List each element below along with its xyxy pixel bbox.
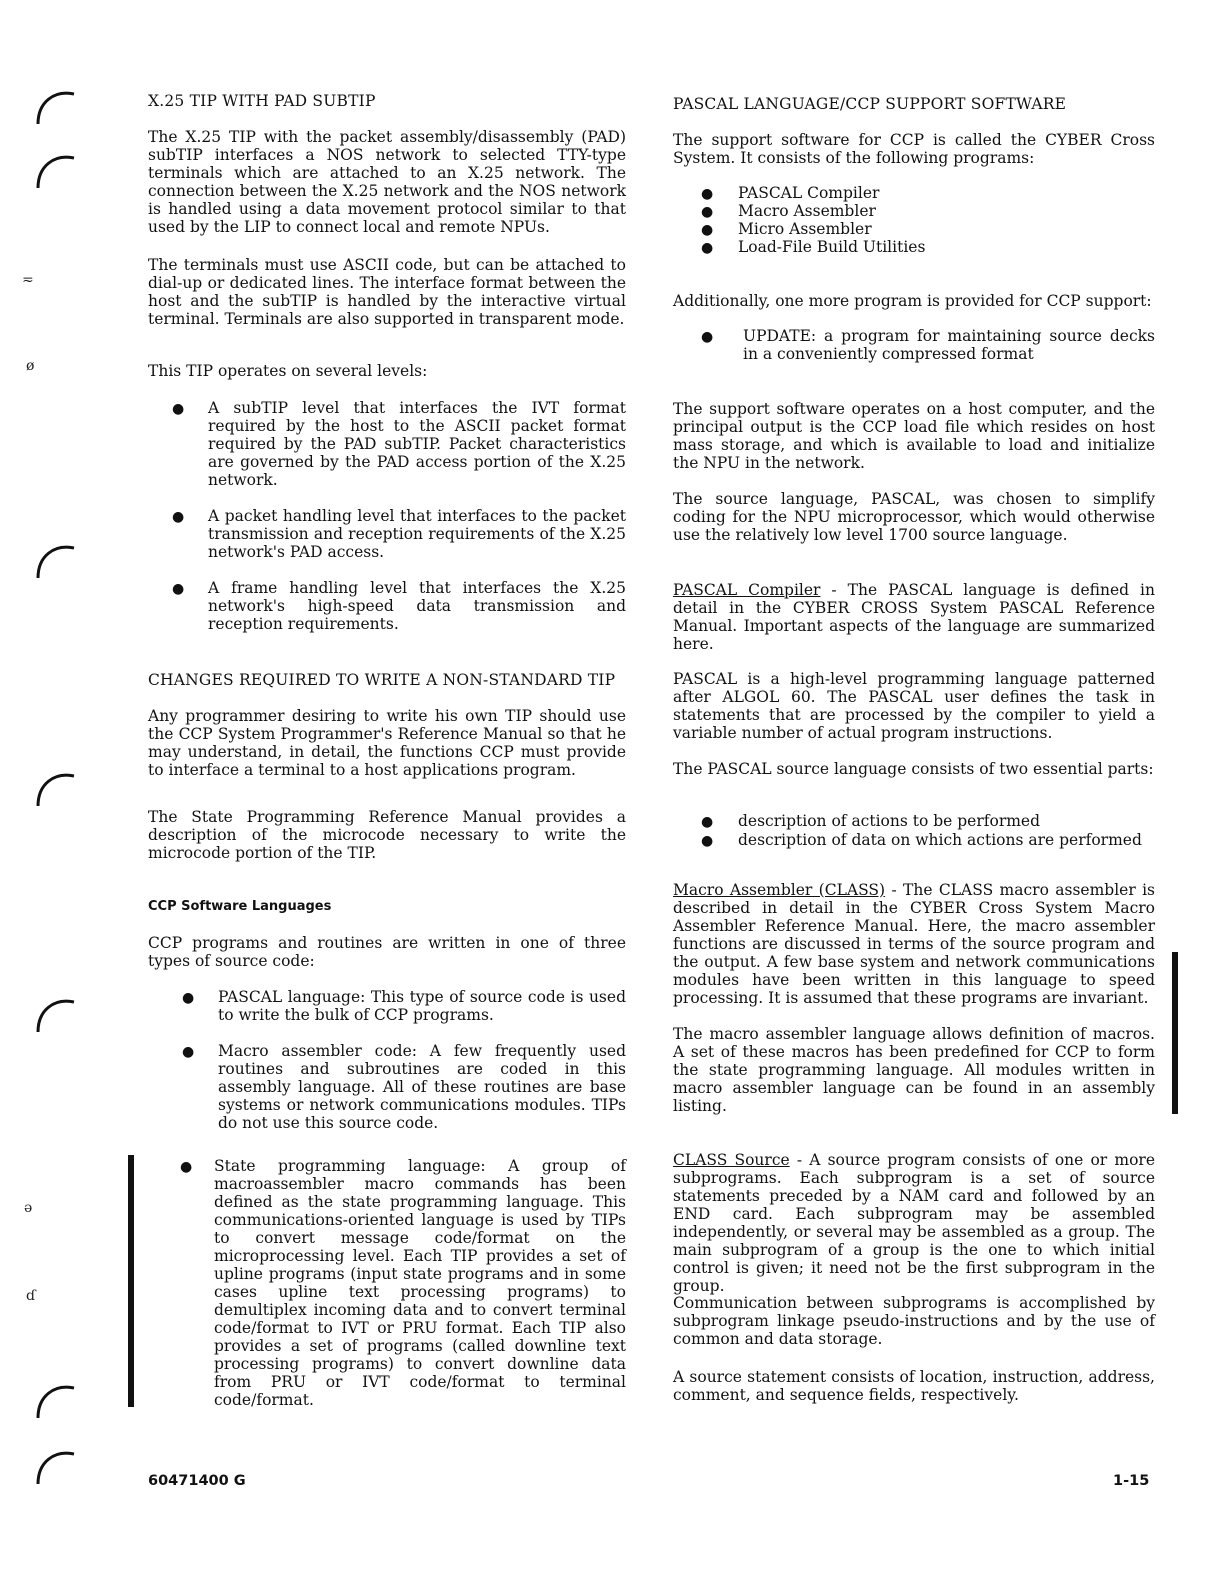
list-item: UPDATE: a program for maintaining source decks in a conveniently compressed format xyxy=(743,327,1155,363)
paragraph: The support software operates on a host computer, and the principal output is the CCP load file which resides on host mass storage, and which is available to load and initialize the NPU in the network. xyxy=(673,400,1155,472)
paragraph xyxy=(673,581,1155,653)
paragraph xyxy=(673,881,1155,1007)
punch-hole-icon xyxy=(32,1444,78,1490)
section-heading: PASCAL LANGUAGE/CCP SUPPORT SOFTWARE xyxy=(673,95,1067,113)
list-item: A packet handling level that interfaces to the packet transmission and reception requirements of the X.25 network's PAD access. xyxy=(208,507,626,561)
list-item: A subTIP level that interfaces the IVT format required by the host to the ASCII packet format required by the PAD subTIP. Packet characteristics are governed by the PAD access portion of the X.25 network. xyxy=(208,399,626,489)
bullet-icon: ● xyxy=(701,204,714,220)
paragraph: The source language, PASCAL, was chosen to simplify coding for the NPU microprocessor, which would otherwise use the relatively low level 1700 source language. xyxy=(673,490,1155,544)
margin-mark: ɗ xyxy=(26,1288,36,1304)
bullet-icon: ● xyxy=(182,990,195,1006)
punch-hole-icon xyxy=(32,148,78,194)
list-item: description of data on which actions are performed xyxy=(738,831,1142,849)
bullet-icon: ● xyxy=(701,222,714,238)
paragraph: The support software for CCP is called the CYBER Cross System. It consists of the following programs: xyxy=(673,131,1155,167)
paragraph: CCP programs and routines are written in one of three types of source code: xyxy=(148,934,626,970)
bullet-icon: ● xyxy=(701,240,714,256)
document-number: 60471400 G xyxy=(148,1473,246,1489)
list-item: Macro assembler code: A few frequently used routines and subroutines are coded in this assembly language. All of these routines are base systems or network communications modules. TIPs do not use this source code. xyxy=(218,1042,626,1132)
punch-hole-icon xyxy=(32,992,78,1038)
subsection-heading: CCP Software Languages xyxy=(148,899,332,914)
list-item: Micro Assembler xyxy=(738,220,872,238)
punch-hole-icon xyxy=(32,538,78,584)
paragraph: The X.25 TIP with the packet assembly/disassembly (PAD) subTIP interfaces a NOS network to selected TTY-type terminals which are attached to an X.25 network. The connection between the X.25 network and the NOS network is handled using a data movement protocol similar to that used by the LIP to connect local and remote NPUs. xyxy=(148,128,626,236)
punch-hole-icon xyxy=(32,766,78,812)
paragraph: This TIP operates on several levels: xyxy=(148,362,428,380)
bullet-icon: ● xyxy=(172,581,185,597)
section-heading: X.25 TIP WITH PAD SUBTIP xyxy=(148,92,376,110)
bullet-icon: ● xyxy=(172,401,185,417)
list-item: Macro Assembler xyxy=(738,202,876,220)
run-in-text: - A source program consists of one or more subprograms. Each subprogram is a set of source statements preceded by a NAM card and followed by an END card. Each subprogram may be assembled independently, or several may be assembled as a group. The main subprogram of a group is the one to which initial control is given; it need not be the first subprogram in the group. xyxy=(673,1151,1155,1295)
paragraph: The State Programming Reference Manual provides a description of the microcode necessary to write the microcode portion of the TIP. xyxy=(148,808,626,862)
paragraph: Additionally, one more program is provided for CCP support: xyxy=(673,292,1152,310)
bullet-icon: ● xyxy=(172,509,185,525)
margin-mark: ø xyxy=(26,358,35,374)
bullet-icon: ● xyxy=(701,814,714,830)
paragraph: A source statement consists of location, instruction, address, comment, and sequence fields, respectively. xyxy=(673,1368,1155,1404)
list-item: description of actions to be performed xyxy=(738,812,1041,830)
paragraph: The terminals must use ASCII code, but can be attached to dial-up or dedicated lines. The interface format between the host and the subTIP is handled by the interactive virtual terminal. Terminals are also supported in transparent mode. xyxy=(148,256,626,328)
run-in-text: - The CLASS macro assembler is described in detail in the CYBER Cross System Macro Assembler Reference Manual. Here, the macro assembler functions are discussed in terms of the source program and the output. A few base system and network communications modules have been written in this language to speed processing. It is assumed that these programs are invariant. xyxy=(673,881,1156,1007)
page-number: 1-15 xyxy=(1113,1473,1150,1489)
paragraph: Any programmer desiring to write his own TIP should use the CCP System Programmer's Reference Manual so that he may understand, in detail, the functions CCP must provide to interface a terminal to a host applications program. xyxy=(148,707,626,779)
margin-mark: ə xyxy=(24,1200,33,1216)
list-item: PASCAL language: This type of source code is used to write the bulk of CCP programs. xyxy=(218,988,626,1024)
bullet-icon: ● xyxy=(182,1044,195,1060)
bullet-icon: ● xyxy=(701,186,714,202)
punch-hole-icon xyxy=(32,1378,78,1424)
bullet-icon: ● xyxy=(701,329,714,345)
paragraph: The macro assembler language allows definition of macros. A set of these macros has been predefined for CCP to form the state programming language. All modules written in macro assembler language can be found in an assembly listing. xyxy=(673,1025,1155,1115)
section-heading: CHANGES REQUIRED TO WRITE A NON-STANDARD TIP xyxy=(148,671,616,689)
bullet-icon: ● xyxy=(701,833,714,849)
run-in-title: Macro Assembler (CLASS) xyxy=(673,881,886,899)
list-item: State programming language: A group of macroassembler macro commands has been defined as the state programming language. This communications-oriented language is used by TIPs to convert message code/format on the microprocessing level. Each TIP provides a set of upline programs (input state programs and in some cases upline text processing programs) to demultiplex incoming data and to convert terminal code/format to IVT or PRU format. Each TIP also provides a set of programs (called downline text processing programs) to convert downline data from PRU or IVT code/format to terminal code/format. xyxy=(214,1157,626,1409)
change-bar xyxy=(128,1155,134,1407)
paragraph: Communication between subprograms is accomplished by subprogram linkage pseudo-instructions and by the use of common and data storage. xyxy=(673,1294,1155,1348)
bullet-icon: ● xyxy=(180,1159,193,1175)
change-bar xyxy=(1172,952,1178,1114)
paragraph: The PASCAL source language consists of two essential parts: xyxy=(673,760,1154,778)
paragraph xyxy=(673,1151,1155,1295)
run-in-text: - The PASCAL language is defined in detail in the CYBER CROSS System PASCAL Reference Manual. Important aspects of the language are summarized here. xyxy=(673,581,1155,653)
list-item: Load-File Build Utilities xyxy=(738,238,926,256)
run-in-title: CLASS Source xyxy=(673,1151,790,1169)
list-item: PASCAL Compiler xyxy=(738,184,880,202)
punch-hole-icon xyxy=(32,84,78,130)
list-item: A frame handling level that interfaces the X.25 network's high-speed data transmission and reception requirements. xyxy=(208,579,626,633)
paragraph: PASCAL is a high-level programming language patterned after ALGOL 60. The PASCAL user defines the task in statements that are processed by the compiler to yield a variable number of actual program instructions. xyxy=(673,670,1155,742)
margin-mark: ≂ xyxy=(22,272,34,288)
run-in-title: PASCAL Compiler xyxy=(673,581,821,599)
